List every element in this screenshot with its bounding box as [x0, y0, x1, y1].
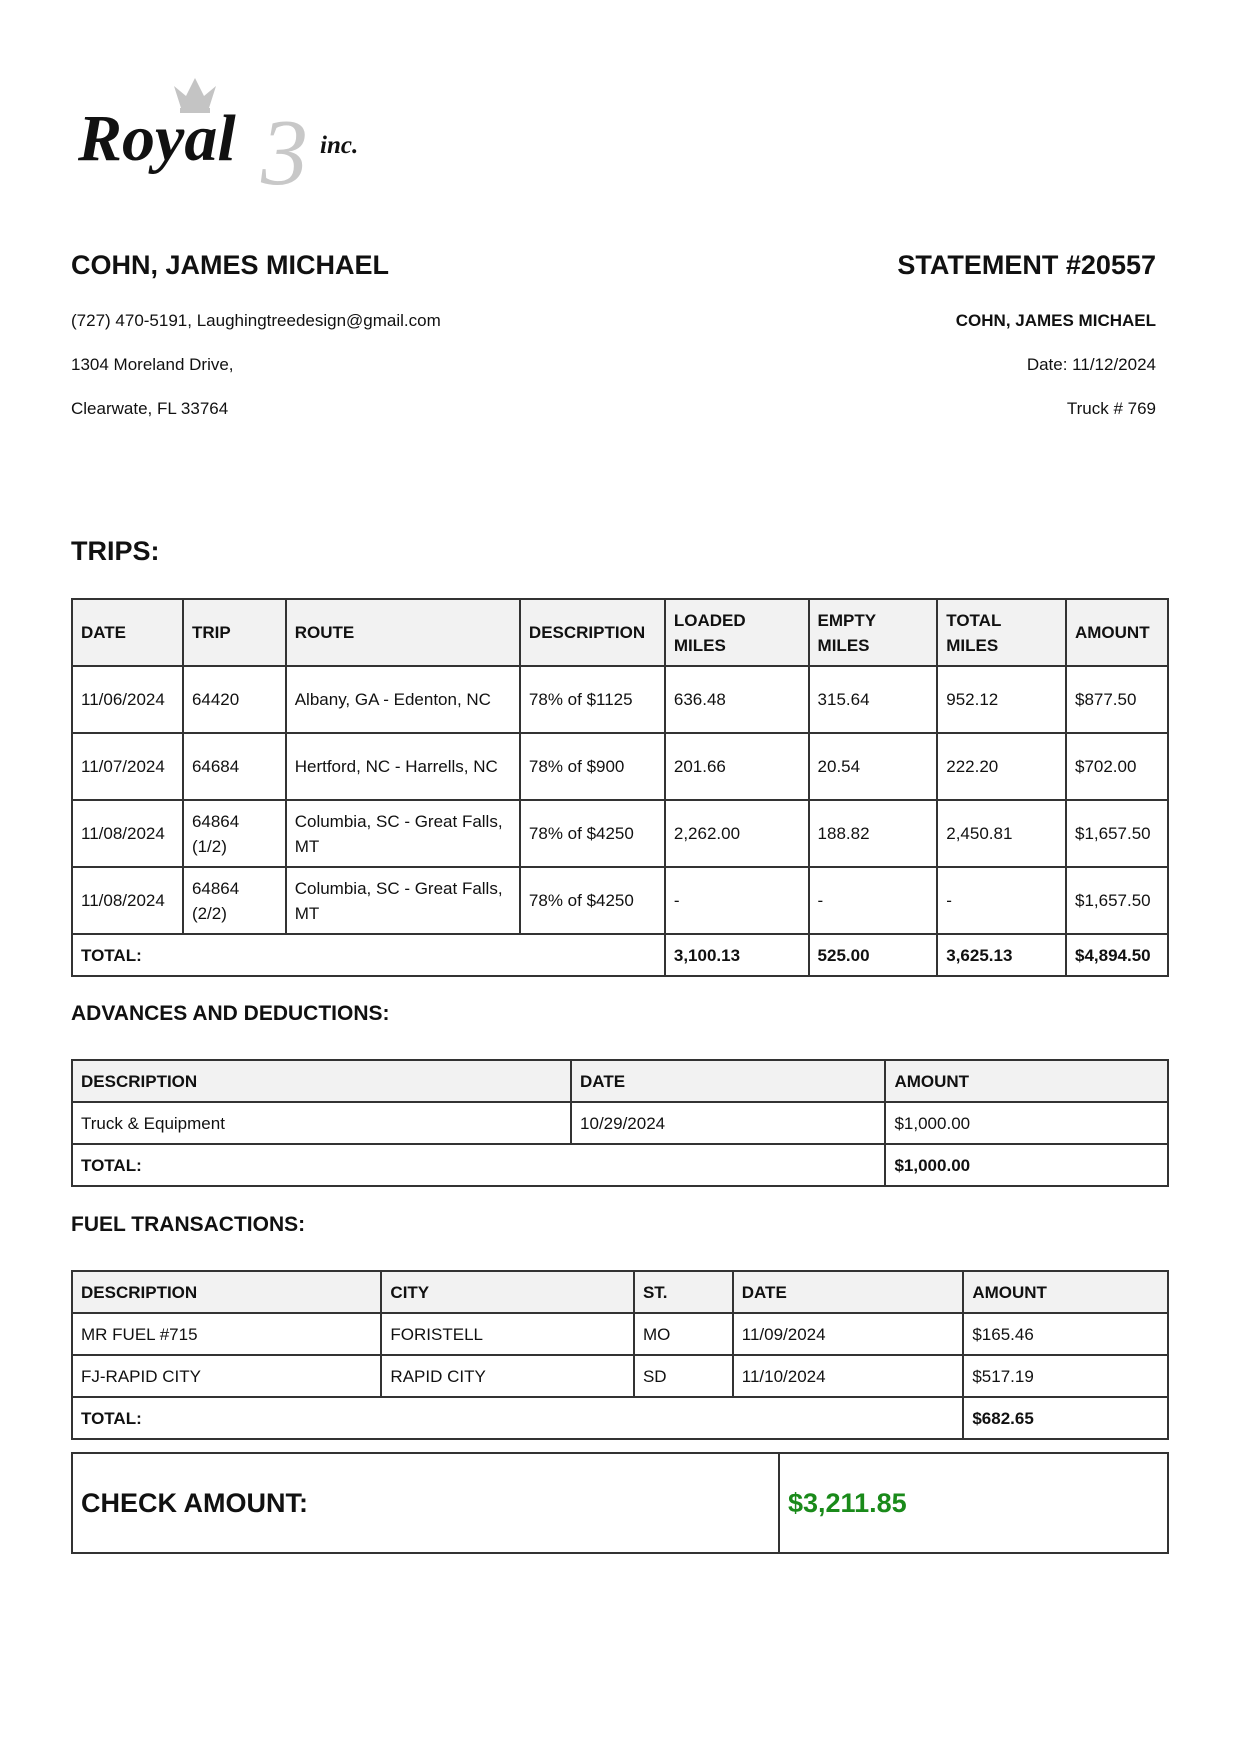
driver-address-line1: 1304 Moreland Drive,: [71, 355, 234, 374]
col-amount: AMOUNT: [963, 1271, 1168, 1313]
trips-total-loaded-miles: 3,100.13: [665, 934, 809, 976]
driver-contact: (727) 470-5191, Laughingtreedesign@gmail.com: [71, 311, 441, 330]
driver-name: COHN, JAMES MICHAEL: [71, 250, 390, 280]
fuel-description: MR FUEL #715: [72, 1313, 381, 1355]
col-amount: AMOUNT: [885, 1060, 1168, 1102]
check-amount-label: CHECK AMOUNT:: [73, 1454, 780, 1552]
trip-amount: $877.50: [1066, 666, 1168, 733]
trip-route: Albany, GA - Edenton, NC: [286, 666, 520, 733]
statement-date: Date: 11/12/2024: [1026, 355, 1156, 374]
trip-description: 78% of $900: [520, 733, 665, 800]
table-row: [72, 1355, 1168, 1397]
trips-total-row: [72, 934, 1168, 976]
col-city: CITY: [381, 1271, 634, 1313]
trip-route: Hertford, NC - Harrells, NC: [286, 733, 520, 800]
advances-table: [71, 1059, 1169, 1187]
col-loaded-miles: LOADED MILES: [665, 599, 809, 666]
table-row: [72, 733, 1168, 800]
statement-truck: Truck # 769: [1066, 399, 1156, 418]
trip-description: 78% of $4250: [520, 867, 665, 934]
fuel-amount: $165.46: [963, 1313, 1168, 1355]
statement-title: STATEMENT #20557: [897, 250, 1156, 280]
advances-title: ADVANCES AND DEDUCTIONS:: [71, 1002, 390, 1025]
fuel-title: FUEL TRANSACTIONS:: [71, 1213, 306, 1236]
trip-description: 78% of $1125: [520, 666, 665, 733]
fuel-header-row: [72, 1271, 1168, 1313]
col-empty-miles: EMPTY MILES: [809, 599, 938, 666]
trips-total-label: TOTAL:: [72, 934, 665, 976]
fuel-total-label: TOTAL:: [72, 1397, 963, 1439]
trip-total-miles: -: [937, 867, 1066, 934]
fuel-description: FJ-RAPID CITY: [72, 1355, 381, 1397]
trip-date: 11/08/2024: [72, 867, 183, 934]
trip-loaded-miles: 636.48: [665, 666, 809, 733]
trip-route: Columbia, SC - Great Falls, MT: [286, 867, 520, 934]
fuel-amount: $517.19: [963, 1355, 1168, 1397]
table-row: [72, 800, 1168, 867]
fuel-total-row: [72, 1397, 1168, 1439]
check-amount-box: [71, 1452, 1169, 1554]
trip-number: 64864 (2/2): [183, 867, 286, 934]
trip-number: 64864 (1/2): [183, 800, 286, 867]
fuel-date: 11/10/2024: [733, 1355, 964, 1397]
fuel-total-amount: $682.65: [963, 1397, 1168, 1439]
trip-number: 64684: [183, 733, 286, 800]
trip-amount: $702.00: [1066, 733, 1168, 800]
trip-empty-miles: 20.54: [809, 733, 938, 800]
logo-numeral: 3: [261, 101, 308, 190]
check-amount-value: $3,211.85: [788, 1487, 907, 1518]
advance-date: 10/29/2024: [571, 1102, 885, 1144]
trip-total-miles: 2,450.81: [937, 800, 1066, 867]
fuel-city: FORISTELL: [381, 1313, 634, 1355]
col-description: DESCRIPTION: [520, 599, 665, 666]
fuel-table: [71, 1270, 1169, 1440]
table-row: [72, 1313, 1168, 1355]
driver-address-line2: Clearwate, FL 33764: [71, 399, 229, 418]
advances-total-label: TOTAL:: [72, 1144, 885, 1186]
col-description: DESCRIPTION: [72, 1060, 571, 1102]
advances-total-amount: $1,000.00: [885, 1144, 1168, 1186]
trip-empty-miles: 188.82: [809, 800, 938, 867]
col-route: ROUTE: [286, 599, 520, 666]
col-amount: AMOUNT: [1066, 599, 1168, 666]
col-date: DATE: [571, 1060, 885, 1102]
trip-amount: $1,657.50: [1066, 800, 1168, 867]
logo-suffix: inc.: [320, 132, 359, 159]
trip-number: 64420: [183, 666, 286, 733]
trips-title: TRIPS:: [71, 536, 160, 566]
trip-loaded-miles: 2,262.00: [665, 800, 809, 867]
company-logo: [78, 78, 378, 190]
trips-header-row: [72, 599, 1168, 666]
advance-amount: $1,000.00: [885, 1102, 1168, 1144]
advances-total-row: [72, 1144, 1168, 1186]
trip-date: 11/08/2024: [72, 800, 183, 867]
trip-loaded-miles: 201.66: [665, 733, 809, 800]
trips-total-amount: $4,894.50: [1066, 934, 1168, 976]
col-state: ST.: [634, 1271, 733, 1313]
logo-wordmark: Royal: [78, 102, 236, 175]
advances-header-row: [72, 1060, 1168, 1102]
trip-empty-miles: 315.64: [809, 666, 938, 733]
table-row: [72, 666, 1168, 733]
fuel-city: RAPID CITY: [381, 1355, 634, 1397]
col-trip: TRIP: [183, 599, 286, 666]
trip-route: Columbia, SC - Great Falls, MT: [286, 800, 520, 867]
fuel-date: 11/09/2024: [733, 1313, 964, 1355]
trip-total-miles: 222.20: [937, 733, 1066, 800]
trip-description: 78% of $4250: [520, 800, 665, 867]
trip-date: 11/07/2024: [72, 733, 183, 800]
col-date: DATE: [733, 1271, 964, 1313]
trip-total-miles: 952.12: [937, 666, 1066, 733]
trip-loaded-miles: -: [665, 867, 809, 934]
col-date: DATE: [72, 599, 183, 666]
advance-description: Truck & Equipment: [72, 1102, 571, 1144]
fuel-state: MO: [634, 1313, 733, 1355]
trips-total-miles: 3,625.13: [937, 934, 1066, 976]
col-total-miles: TOTAL MILES: [937, 599, 1066, 666]
col-description: DESCRIPTION: [72, 1271, 381, 1313]
trip-date: 11/06/2024: [72, 666, 183, 733]
table-row: [72, 1102, 1168, 1144]
trip-empty-miles: -: [809, 867, 938, 934]
trips-total-empty-miles: 525.00: [809, 934, 938, 976]
trips-table: [71, 598, 1169, 977]
table-row: [72, 867, 1168, 934]
trip-amount: $1,657.50: [1066, 867, 1168, 934]
fuel-state: SD: [634, 1355, 733, 1397]
statement-driver-name: COHN, JAMES MICHAEL: [955, 311, 1156, 330]
